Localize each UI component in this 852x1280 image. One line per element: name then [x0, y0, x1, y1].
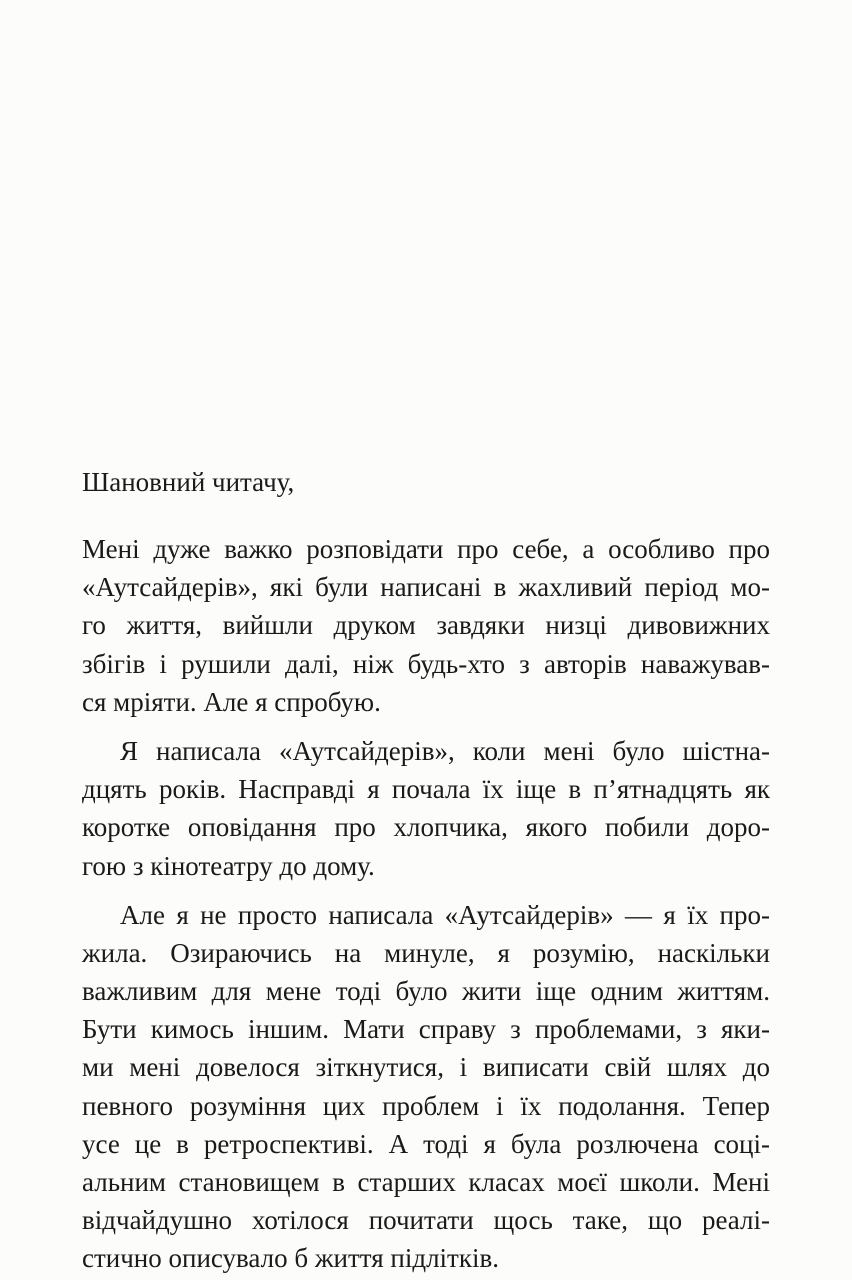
text-line	[82, 934, 770, 972]
text-line	[82, 1010, 770, 1048]
text-line	[82, 1048, 770, 1086]
text-line-content: альним становищем в старших класах моєї школи. Мені	[82, 1167, 770, 1197]
text-line-content: ми мені довелося зіткнутися, і виписати свій шлях до	[82, 1052, 770, 1083]
text-line	[82, 770, 770, 808]
text-line	[82, 606, 770, 644]
paragraph	[82, 896, 770, 1278]
text-line	[82, 568, 770, 606]
text-line	[82, 972, 770, 1010]
text-line-content: стично описувало б життя підлітків.	[82, 1243, 499, 1274]
text-line-content: важливим для мене тоді було жити іще одним життям.	[82, 976, 770, 1007]
text-line	[82, 683, 770, 721]
text-line	[82, 896, 770, 934]
text-line-content: збігів і рушили далі, ніж будь-хто з авторів наважував-	[82, 648, 770, 679]
text-line-content: Я написала «Аутсайдерів», коли мені було шістна-	[120, 735, 770, 766]
paragraph	[82, 530, 770, 721]
text-line-content: го життя, вийшли друком завдяки низці дивовижних	[82, 610, 770, 641]
text-line-content: «Аутсайдерів», які були написані в жахливий період мо-	[82, 572, 770, 603]
paragraph-gap	[82, 885, 770, 896]
text-line-content: певного розуміння цих проблем і їх подолання. Тепер	[82, 1090, 770, 1121]
paragraph-gap	[82, 721, 770, 732]
text-line	[82, 732, 770, 770]
text-line-content: дцять років. Насправді я почала їх іще в п’ятнадцять як	[82, 774, 770, 805]
text-line	[82, 645, 770, 683]
text-line-content: гою з кінотеатру до дому.	[82, 850, 375, 881]
text-line	[82, 847, 770, 885]
text-line	[82, 808, 770, 846]
text-line-content: відчайдушно хотілося почитати щось таке, що реалі-	[82, 1205, 770, 1236]
text-line	[82, 1201, 770, 1239]
text-line-content: жила. Озираючись на минуле, я розумію, наскільки	[82, 937, 770, 968]
text-line-content: Мені дуже важко розповідати про себе, а особливо про	[82, 534, 770, 564]
text-line	[82, 1087, 770, 1125]
text-line-content: Але я не просто написала «Аутсайдерів» — я їх про-	[120, 899, 770, 930]
paragraph	[82, 732, 770, 885]
text-line-content: Бути кимось іншим. Мати справу з проблемами, з яки-	[82, 1014, 770, 1045]
letter-greeting: Шановний читачу,	[82, 467, 295, 497]
text-line	[82, 530, 770, 568]
text-line-content: коротке оповідання про хлопчика, якого побили доро-	[82, 812, 770, 843]
text-line	[82, 1125, 770, 1163]
text-line-content: усе це в ретроспективі. А тоді я була розлючена соці-	[82, 1128, 770, 1159]
letter-body	[82, 530, 770, 1278]
text-line-content: ся мріяти. Але я спробую.	[82, 686, 381, 717]
text-line	[82, 1163, 770, 1201]
text-line	[82, 1239, 770, 1277]
